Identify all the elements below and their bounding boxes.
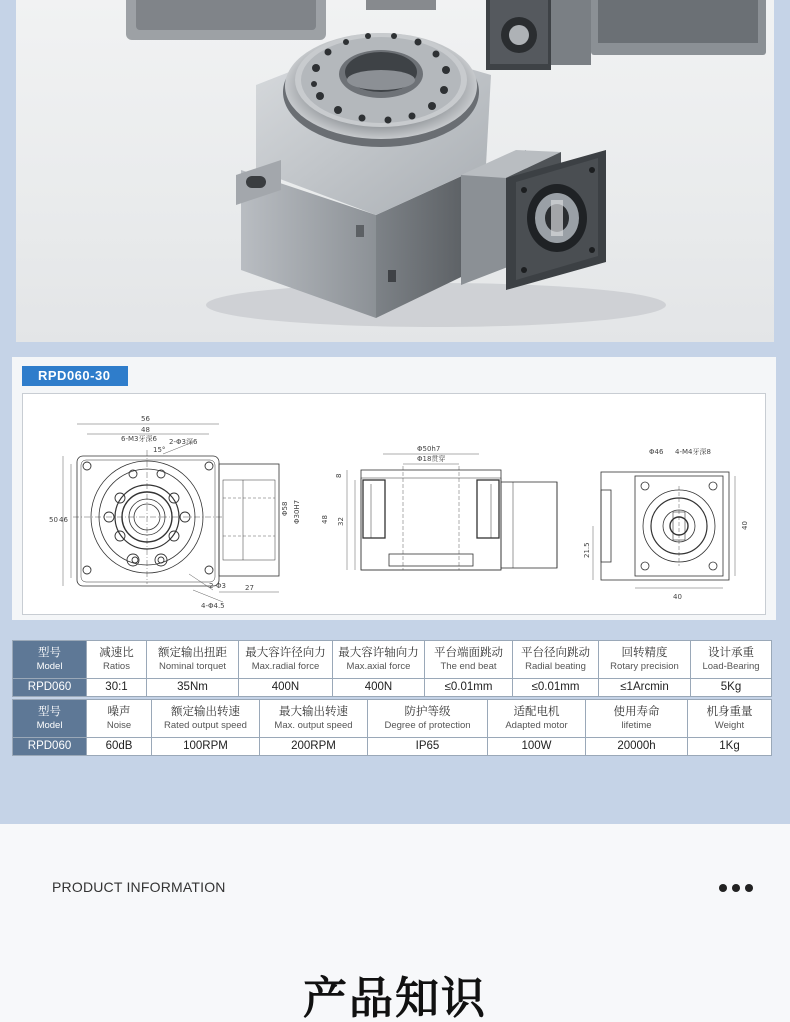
spec-value-row-1 <box>13 679 772 697</box>
dim-21-5: 21.5 <box>583 542 591 558</box>
spec-value-cell: 100RPM <box>152 738 260 756</box>
dim-48b: 48 <box>321 515 329 524</box>
spec-header-cell: 噪声 Noise <box>87 700 152 738</box>
dim-phi3b: 2-Φ3 <box>209 582 226 590</box>
dim-phi50h7: Φ50h7 <box>417 445 441 453</box>
spec-header-cell: 回转精度 Rotary precision <box>599 641 691 679</box>
dim-15deg: 15° <box>153 446 166 454</box>
spec-value-cell: 400N <box>239 679 333 697</box>
spec-value-row-2 <box>13 738 772 756</box>
spec-header-cell: 适配电机 Adapted motor <box>488 700 586 738</box>
more-dots-icon <box>719 884 753 892</box>
dot-icon <box>732 884 740 892</box>
spec-value-cell: 60dB <box>87 738 152 756</box>
spec-header-cell: 最大输出转速 Max. output speed <box>260 700 368 738</box>
spec-value-cell: 5Kg <box>691 679 772 697</box>
dim-phi18: Φ18贯穿 <box>417 455 446 463</box>
dim-56: 56 <box>141 415 150 423</box>
dim-m4: 4-M4牙深8 <box>675 448 711 456</box>
top-view <box>63 424 279 602</box>
dim-phi45: 4-Φ4.5 <box>201 602 225 610</box>
spec-header-cell: 最大容许轴向力 Max.axial force <box>333 641 425 679</box>
spec-header-cell: 使用寿命 lifetime <box>586 700 688 738</box>
dim-phi58: Φ58 <box>281 501 289 516</box>
dim-phi30h7: Φ30H7 <box>293 499 301 524</box>
dim-40b: 40 <box>673 593 682 601</box>
dim-32: 32 <box>337 517 345 526</box>
spec-value-cell: 30:1 <box>87 679 147 697</box>
knowledge-title: 产品知识 <box>303 973 487 1022</box>
section-title: PRODUCT INFORMATION <box>52 879 226 895</box>
spec-value-cell: ≤1Arcmin <box>599 679 691 697</box>
spec-header-cell: 最大容许径向力 Max.radial force <box>239 641 333 679</box>
spec-value-cell: 20000h <box>586 738 688 756</box>
dimension-drawing-panel <box>12 357 776 620</box>
motor-face-view <box>593 472 735 588</box>
dim-m3: 6-M3牙深6 <box>121 435 157 443</box>
dimension-drawing <box>22 393 766 615</box>
dim-8: 8 <box>335 473 343 478</box>
spec-header-cell: 额定输出转速 Rated output speed <box>152 700 260 738</box>
spec-header-cell: 平台径向跳动 Radial beating <box>513 641 599 679</box>
spec-value-cell: ≤0.01mm <box>513 679 599 697</box>
spec-header-cell: 平台端面跳动 The end beat <box>425 641 513 679</box>
spec-value-cell: 400N <box>333 679 425 697</box>
dot-icon <box>719 884 727 892</box>
spec-value-cell: RPD060 <box>13 738 87 756</box>
spec-header-row-1 <box>13 641 772 679</box>
dot-icon <box>745 884 753 892</box>
dim-40: 40 <box>741 521 749 530</box>
dim-50: 50 <box>49 516 58 524</box>
dim-48: 48 <box>141 426 150 434</box>
spec-header-cell: 型号 Model <box>13 641 87 679</box>
product-photo <box>16 0 774 342</box>
spec-header-cell: 防护等级 Degree of protection <box>368 700 488 738</box>
spec-value-cell: 100W <box>488 738 586 756</box>
spec-header-cell: 设计承重 Load-Bearing <box>691 641 772 679</box>
dim-27: 27 <box>245 584 254 592</box>
spec-header-cell: 机身重量 Weight <box>688 700 772 738</box>
spec-value-cell: ≤0.01mm <box>425 679 513 697</box>
model-badge: RPD060-30 <box>22 366 128 386</box>
spec-value-cell: 1Kg <box>688 738 772 756</box>
spec-value-cell: RPD060 <box>13 679 87 697</box>
spec-value-cell: 35Nm <box>147 679 239 697</box>
dim-phi3: 2-Φ3深6 <box>169 438 198 446</box>
spec-value-cell: IP65 <box>368 738 488 756</box>
spec-header-row-2 <box>13 700 772 738</box>
spec-value-cell: 200RPM <box>260 738 368 756</box>
dim-46: 46 <box>59 516 68 524</box>
dim-phi46: Φ46 <box>649 448 664 456</box>
spec-table-2 <box>12 699 772 756</box>
spec-table <box>12 640 772 697</box>
spec-header-cell: 减速比 Ratios <box>87 641 147 679</box>
product-info-section <box>0 824 790 1022</box>
spec-header-cell: 额定输出扭距 Nominal torquet <box>147 641 239 679</box>
spec-header-cell: 型号 Model <box>13 700 87 738</box>
section-view <box>347 454 557 570</box>
